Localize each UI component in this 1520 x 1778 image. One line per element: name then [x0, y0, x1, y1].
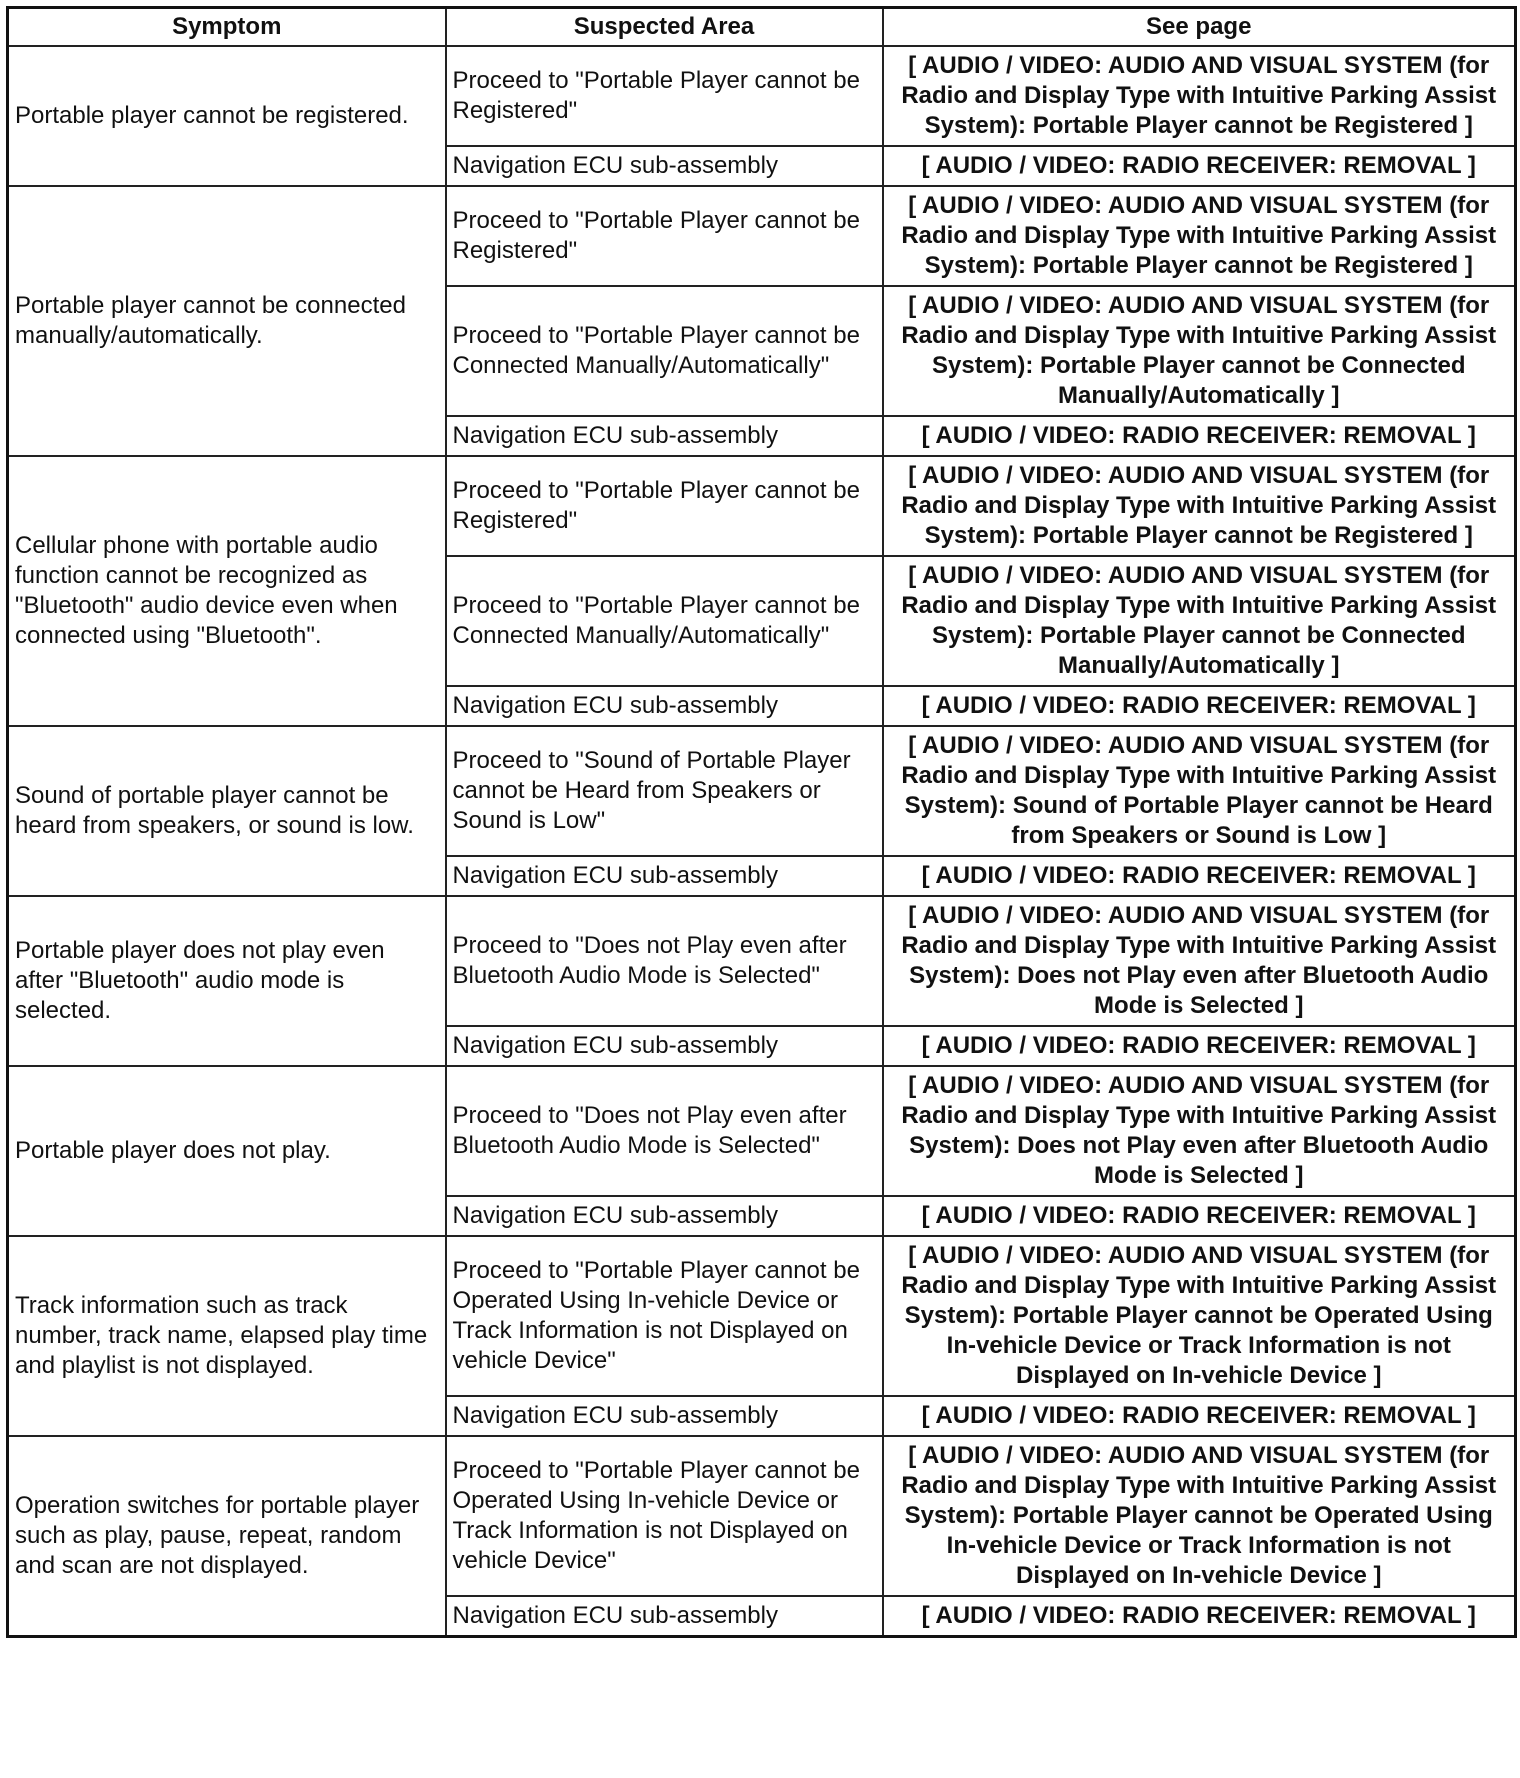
suspected-area-cell: Proceed to "Portable Player cannot be Connected Manually/Automatically" [446, 556, 883, 686]
suspected-area-cell: Navigation ECU sub-assembly [446, 1026, 883, 1066]
header-symptom: Symptom [8, 8, 446, 47]
symptom-cell: Portable player does not play even after "Bluetooth" audio mode is selected. [8, 896, 446, 1066]
symptom-cell: Cellular phone with portable audio function cannot be recognized as "Bluetooth" audio device even when connected using "Bluetooth". [8, 456, 446, 726]
table-row [8, 1236, 1516, 1396]
header-see-page: See page [883, 8, 1516, 47]
table-body [8, 46, 1516, 1637]
see-page-link[interactable]: [ AUDIO / VIDEO: RADIO RECEIVER: REMOVAL ] [883, 1026, 1516, 1066]
table-row [8, 186, 1516, 286]
see-page-link[interactable]: [ AUDIO / VIDEO: AUDIO AND VISUAL SYSTEM (for Radio and Display Type with Intuitive Parking Assist System): Portable Player cannot be Connected Manually/Automatically ] [883, 556, 1516, 686]
table-row [8, 1066, 1516, 1196]
symptom-cell: Portable player cannot be registered. [8, 46, 446, 186]
suspected-area-cell: Navigation ECU sub-assembly [446, 146, 883, 186]
symptom-cell: Sound of portable player cannot be heard from speakers, or sound is low. [8, 726, 446, 896]
suspected-area-cell: Proceed to "Portable Player cannot be Operated Using In-vehicle Device or Track Information is not Displayed on vehicle Device" [446, 1236, 883, 1396]
suspected-area-cell: Proceed to "Portable Player cannot be Connected Manually/Automatically" [446, 286, 883, 416]
suspected-area-cell: Proceed to "Portable Player cannot be Registered" [446, 46, 883, 146]
see-page-link[interactable]: [ AUDIO / VIDEO: RADIO RECEIVER: REMOVAL ] [883, 416, 1516, 456]
see-page-link[interactable]: [ AUDIO / VIDEO: RADIO RECEIVER: REMOVAL ] [883, 856, 1516, 896]
see-page-link[interactable]: [ AUDIO / VIDEO: RADIO RECEIVER: REMOVAL ] [883, 1596, 1516, 1637]
see-page-link[interactable]: [ AUDIO / VIDEO: AUDIO AND VISUAL SYSTEM (for Radio and Display Type with Intuitive Parking Assist System): Sound of Portable Player cannot be Heard from Speakers or Sound is Low ] [883, 726, 1516, 856]
see-page-link[interactable]: [ AUDIO / VIDEO: RADIO RECEIVER: REMOVAL ] [883, 1196, 1516, 1236]
table-row [8, 1436, 1516, 1596]
suspected-area-cell: Proceed to "Sound of Portable Player cannot be Heard from Speakers or Sound is Low" [446, 726, 883, 856]
symptom-cell: Portable player cannot be connected manually/automatically. [8, 186, 446, 456]
suspected-area-cell: Proceed to "Does not Play even after Bluetooth Audio Mode is Selected" [446, 896, 883, 1026]
header-suspected-area: Suspected Area [446, 8, 883, 47]
symptom-table [6, 6, 1517, 1638]
suspected-area-cell: Navigation ECU sub-assembly [446, 1196, 883, 1236]
suspected-area-cell: Proceed to "Portable Player cannot be Registered" [446, 186, 883, 286]
table-row [8, 726, 1516, 856]
suspected-area-cell: Navigation ECU sub-assembly [446, 686, 883, 726]
suspected-area-cell: Proceed to "Does not Play even after Bluetooth Audio Mode is Selected" [446, 1066, 883, 1196]
see-page-link[interactable]: [ AUDIO / VIDEO: RADIO RECEIVER: REMOVAL ] [883, 686, 1516, 726]
table-row [8, 456, 1516, 556]
see-page-link[interactable]: [ AUDIO / VIDEO: RADIO RECEIVER: REMOVAL ] [883, 1396, 1516, 1436]
symptom-cell: Operation switches for portable player such as play, pause, repeat, random and scan are not displayed. [8, 1436, 446, 1637]
see-page-link[interactable]: [ AUDIO / VIDEO: AUDIO AND VISUAL SYSTEM (for Radio and Display Type with Intuitive Parking Assist System): Does not Play even after Bluetooth Audio Mode is Selected ] [883, 896, 1516, 1026]
see-page-link[interactable]: [ AUDIO / VIDEO: AUDIO AND VISUAL SYSTEM (for Radio and Display Type with Intuitive Parking Assist System): Portable Player cannot be Registered ] [883, 46, 1516, 146]
see-page-link[interactable]: [ AUDIO / VIDEO: AUDIO AND VISUAL SYSTEM (for Radio and Display Type with Intuitive Parking Assist System): Portable Player cannot be Operated Using In-vehicle Device or Track Information is not Displayed on In-vehicle Device ] [883, 1436, 1516, 1596]
suspected-area-cell: Navigation ECU sub-assembly [446, 1396, 883, 1436]
header-row [8, 8, 1516, 47]
see-page-link[interactable]: [ AUDIO / VIDEO: AUDIO AND VISUAL SYSTEM (for Radio and Display Type with Intuitive Parking Assist System): Portable Player cannot be Registered ] [883, 186, 1516, 286]
see-page-link[interactable]: [ AUDIO / VIDEO: RADIO RECEIVER: REMOVAL ] [883, 146, 1516, 186]
suspected-area-cell: Navigation ECU sub-assembly [446, 1596, 883, 1637]
table-row [8, 896, 1516, 1026]
see-page-link[interactable]: [ AUDIO / VIDEO: AUDIO AND VISUAL SYSTEM (for Radio and Display Type with Intuitive Parking Assist System): Portable Player cannot be Registered ] [883, 456, 1516, 556]
see-page-link[interactable]: [ AUDIO / VIDEO: AUDIO AND VISUAL SYSTEM (for Radio and Display Type with Intuitive Parking Assist System): Does not Play even after Bluetooth Audio Mode is Selected ] [883, 1066, 1516, 1196]
symptom-cell: Track information such as track number, track name, elapsed play time and playlist is not displayed. [8, 1236, 446, 1436]
suspected-area-cell: Navigation ECU sub-assembly [446, 856, 883, 896]
see-page-link[interactable]: [ AUDIO / VIDEO: AUDIO AND VISUAL SYSTEM (for Radio and Display Type with Intuitive Parking Assist System): Portable Player cannot be Connected Manually/Automatically ] [883, 286, 1516, 416]
see-page-link[interactable]: [ AUDIO / VIDEO: AUDIO AND VISUAL SYSTEM (for Radio and Display Type with Intuitive Parking Assist System): Portable Player cannot be Operated Using In-vehicle Device or Track Information is not Displayed on In-vehicle Device ] [883, 1236, 1516, 1396]
suspected-area-cell: Proceed to "Portable Player cannot be Operated Using In-vehicle Device or Track Information is not Displayed on vehicle Device" [446, 1436, 883, 1596]
suspected-area-cell: Navigation ECU sub-assembly [446, 416, 883, 456]
table-row [8, 46, 1516, 146]
suspected-area-cell: Proceed to "Portable Player cannot be Registered" [446, 456, 883, 556]
symptom-cell: Portable player does not play. [8, 1066, 446, 1236]
